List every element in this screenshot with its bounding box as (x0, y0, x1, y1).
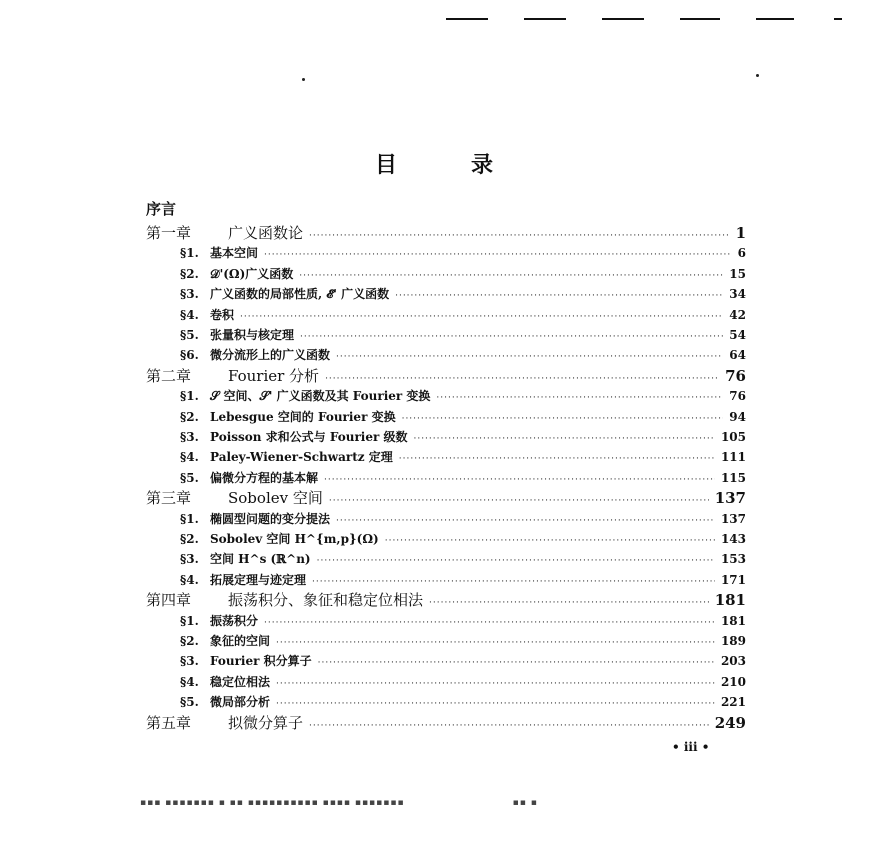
dot-leader (276, 679, 715, 689)
dot-leader (309, 231, 730, 241)
toc-section-entry[interactable] (180, 571, 746, 588)
dot-leader (436, 393, 723, 403)
toc-section-entry[interactable] (180, 285, 746, 302)
scan-noise: ▪▪▪ ▪▪▪▪▪▪▪ ▪ ▪▪ ▪▪▪▪▪▪▪▪▪▪ ▪▪▪▪ ▪▪▪▪▪▪▪ ▪▪ ▪ (140, 798, 538, 808)
toc-entry-number: §5. (180, 695, 199, 710)
toc-entry-number: 第一章 (146, 224, 192, 242)
toc-entry-title: 基本空间 (210, 246, 259, 261)
dot-leader (312, 577, 715, 587)
toc-entry-number: §5. (180, 470, 199, 485)
toc-entry-title: Sobolev 空间 H^{m,p}(Ω) (210, 532, 379, 546)
toc-entry-page: 115 (720, 470, 746, 485)
toc-section-entry[interactable] (180, 612, 746, 629)
toc-entry-number: 第三章 (146, 489, 192, 508)
dot-leader (429, 598, 709, 608)
toc-section-entry[interactable] (180, 550, 746, 567)
toc-section-entry[interactable] (180, 510, 746, 527)
speck (756, 74, 759, 77)
dot-leader (318, 658, 715, 668)
dot-leader (385, 536, 715, 546)
toc-section-entry[interactable] (180, 387, 746, 404)
toc-entry-number: §2. (180, 532, 199, 546)
top-rule-1 (446, 18, 488, 20)
dot-leader (329, 496, 709, 506)
toc-entry-title: 张量积与核定理 (210, 328, 295, 342)
toc-entry-title: 稳定位相法 (210, 674, 271, 689)
dot-leader (264, 250, 732, 260)
toc-entry-page: 181 (720, 613, 746, 628)
toc-entry-title: 卷积 (210, 307, 235, 322)
toc-entry-title: 𝒟'(Ω)广义函数 (210, 266, 294, 281)
toc-entry-title: 空间 H^s (ℝ^n) (210, 552, 311, 567)
toc-entry-number: §4. (180, 674, 199, 689)
toc-entry-page: 203 (720, 654, 746, 669)
toc-section-entry[interactable] (180, 244, 746, 261)
dot-leader (336, 516, 715, 526)
toc-entry-number: 第五章 (146, 713, 192, 732)
toc-entry-page: 105 (720, 430, 746, 444)
toc-entry-page: 76 (725, 366, 746, 385)
toc-entry-page: 42 (729, 307, 746, 322)
toc-section-entry[interactable] (180, 673, 746, 690)
toc-section-entry[interactable] (180, 448, 746, 465)
toc-entry-page: 64 (729, 348, 746, 363)
toc-chapter-entry[interactable] (146, 487, 746, 508)
page-number: • iii • (672, 740, 710, 754)
toc-entry-title: 振荡积分、象征和稳定位相法 (228, 591, 424, 610)
toc-entry-page: 15 (729, 266, 746, 281)
dot-leader (309, 721, 709, 731)
toc-section-entry[interactable] (180, 693, 746, 710)
speck (302, 78, 305, 81)
toc-entry-page: 181 (714, 591, 746, 610)
dot-leader (395, 291, 723, 301)
dot-leader (402, 414, 724, 424)
toc-entry-page: 76 (729, 389, 746, 404)
dot-leader (240, 312, 723, 322)
toc-section-entry[interactable] (180, 408, 746, 425)
toc-entry-number: §4. (180, 572, 199, 587)
top-rule-3 (602, 18, 644, 20)
toc-entry-title: Fourier 积分算子 (210, 654, 312, 669)
toc-entry-page: 221 (720, 695, 746, 710)
dot-leader (325, 374, 719, 384)
toc-entry-title: Sobolev 空间 (228, 489, 323, 508)
toc-entry-page: 1 (735, 224, 746, 242)
toc-entry-number: §2. (180, 409, 199, 424)
toc-section-entry[interactable] (180, 632, 746, 649)
title-char-left: 目 (374, 152, 399, 178)
toc-entry-title: 微分流形上的广义函数 (210, 348, 331, 363)
toc-preface[interactable]: 序言 (146, 200, 177, 218)
toc-entry-number: §3. (180, 654, 199, 669)
toc-entry-page: 137 (714, 489, 746, 508)
title-char-right: 录 (471, 152, 496, 178)
toc-entry-title: 偏微分方程的基本解 (210, 470, 319, 485)
toc-chapter-entry[interactable] (146, 589, 746, 610)
toc-entry-title: Lebesgue 空间的 Fourier 变换 (210, 409, 396, 424)
toc-entry-title: 象征的空间 (210, 634, 271, 648)
toc-section-entry[interactable] (180, 652, 746, 669)
dot-leader (317, 556, 715, 566)
toc-entry-number: §5. (180, 328, 199, 342)
dot-leader (336, 352, 723, 362)
toc-entry-page: 6 (737, 246, 746, 261)
toc-entry-number: §1. (180, 389, 199, 404)
top-rule-2 (524, 18, 566, 20)
toc-entry-number: §1. (180, 246, 199, 261)
toc-entry-page: 94 (729, 409, 746, 424)
toc-section-entry[interactable] (180, 265, 746, 282)
toc-entry-number: §3. (180, 430, 199, 444)
toc-section-entry[interactable] (180, 469, 746, 486)
toc-entry-page: 153 (720, 552, 746, 567)
toc-section-entry[interactable] (180, 346, 746, 363)
top-rule-5 (756, 18, 794, 20)
toc-entry-page: 54 (729, 328, 746, 342)
toc-entry-page: 111 (720, 450, 746, 465)
toc-chapter-entry[interactable] (146, 712, 746, 733)
toc-entry-page: 189 (720, 634, 746, 648)
toc-entry-number: §4. (180, 307, 199, 322)
toc-entry-title: Poisson 求和公式与 Fourier 级数 (210, 430, 408, 444)
toc-entry-number: §2. (180, 634, 199, 648)
page-title (0, 148, 870, 179)
dot-leader (413, 434, 714, 444)
dot-leader (399, 454, 715, 464)
dot-leader (276, 699, 715, 709)
dot-leader (300, 332, 723, 342)
toc-entry-page: 210 (720, 674, 746, 689)
toc-entry-number: §3. (180, 552, 199, 567)
toc-entry-title: 广义函数论 (228, 224, 304, 242)
toc-section-entry[interactable] (180, 306, 746, 323)
toc-entry-title: 广义函数的局部性质, 𝓔' 广义函数 (210, 287, 390, 302)
toc-section-entry[interactable] (180, 326, 746, 343)
toc-chapter-entry[interactable] (146, 365, 746, 386)
top-rule-6 (834, 18, 842, 20)
toc-entry-number: §6. (180, 348, 199, 363)
toc-entry-page: 34 (729, 287, 746, 302)
toc-entry-number: 第二章 (146, 366, 192, 385)
toc-entry-title: Paley-Wiener-Schwartz 定理 (210, 450, 393, 465)
toc-entry-number: §1. (180, 511, 199, 526)
toc-entry-title: 椭圆型问题的变分提法 (210, 511, 331, 526)
toc-entry-title: 𝒮 空间、𝒮' 广义函数及其 Fourier 变换 (210, 389, 431, 404)
dot-leader (324, 475, 715, 485)
toc-entry-page: 171 (720, 572, 746, 587)
toc-section-entry[interactable] (180, 428, 746, 445)
top-rule-4 (680, 18, 720, 20)
toc-entry-number: §3. (180, 287, 199, 302)
dot-leader (299, 271, 723, 281)
toc-entry-title: 拟微分算子 (228, 713, 304, 732)
toc-entry-page: 137 (720, 511, 746, 526)
toc-entry-title: 拓展定理与迹定理 (210, 572, 307, 587)
toc-entry-number: §4. (180, 450, 199, 465)
toc-entry-number: 第四章 (146, 591, 192, 610)
toc-section-entry[interactable] (180, 530, 746, 547)
toc-entry-title: Fourier 分析 (228, 366, 320, 385)
toc-chapter-entry[interactable] (146, 222, 746, 243)
toc-entry-number: §2. (180, 266, 199, 281)
dot-leader (276, 638, 715, 648)
dot-leader (264, 618, 715, 628)
toc-entry-title: 微局部分析 (210, 695, 271, 710)
toc-entry-title: 振荡积分 (210, 613, 259, 628)
toc-entry-number: §1. (180, 613, 199, 628)
toc-entry-page: 249 (714, 713, 746, 732)
toc-entry-page: 143 (720, 532, 746, 546)
